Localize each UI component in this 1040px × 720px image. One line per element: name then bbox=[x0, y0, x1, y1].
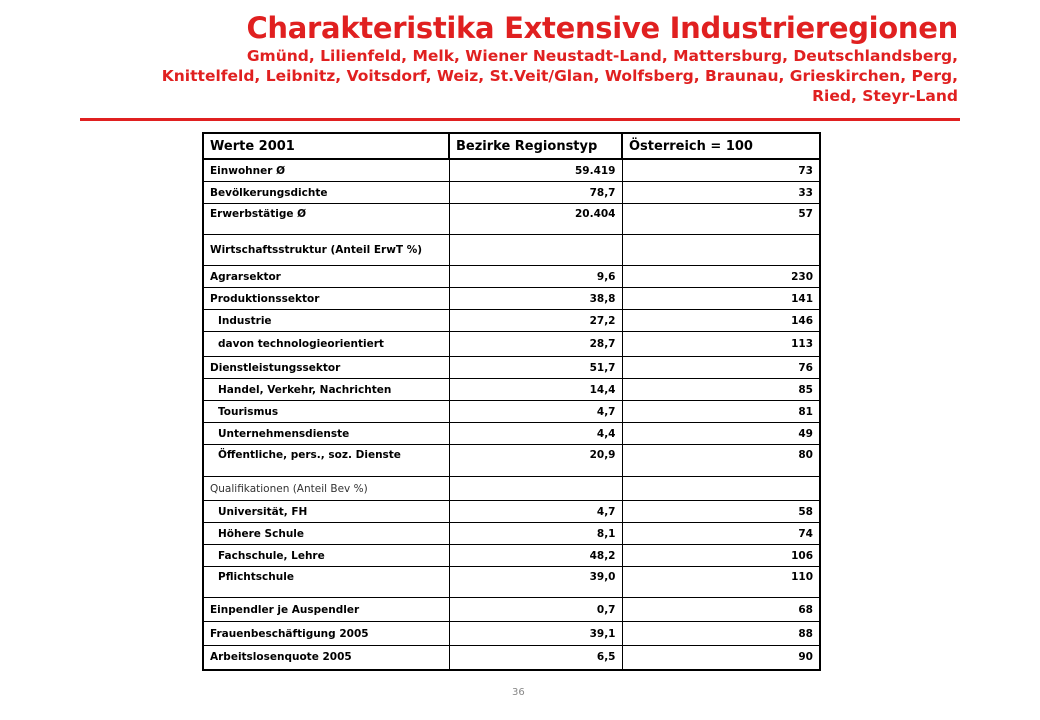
cell-value: 48,2 bbox=[449, 545, 622, 567]
row-label: Einpendler je Auspendler bbox=[203, 598, 449, 622]
row-label: Industrie bbox=[203, 310, 449, 332]
cell-value: 8,1 bbox=[449, 523, 622, 545]
table-row bbox=[203, 288, 820, 310]
table-row bbox=[203, 523, 820, 545]
cell-index: 76 bbox=[622, 357, 820, 379]
column-header: Werte 2001 bbox=[203, 133, 449, 159]
cell-index: 106 bbox=[622, 545, 820, 567]
page-title: Charakteristika Extensive Industrieregionen bbox=[246, 11, 958, 45]
cell-value: 9,6 bbox=[449, 266, 622, 288]
table-row bbox=[203, 423, 820, 445]
cell-value: 4,7 bbox=[449, 501, 622, 523]
row-label: Tourismus bbox=[203, 401, 449, 423]
cell-index bbox=[622, 477, 820, 501]
table-header-row bbox=[203, 133, 820, 159]
table-row bbox=[203, 646, 820, 670]
title-block bbox=[78, 11, 958, 106]
table-row bbox=[203, 622, 820, 646]
row-label: Unternehmensdienste bbox=[203, 423, 449, 445]
cell-value: 28,7 bbox=[449, 332, 622, 357]
cell-value: 27,2 bbox=[449, 310, 622, 332]
section-label: Qualifikationen (Anteil Bev %) bbox=[203, 477, 449, 501]
table-section-row bbox=[203, 477, 820, 501]
row-label: Bevölkerungsdichte bbox=[203, 182, 449, 204]
cell-index: 73 bbox=[622, 159, 820, 182]
table-row bbox=[203, 567, 820, 598]
cell-value: 38,8 bbox=[449, 288, 622, 310]
cell-value: 0,7 bbox=[449, 598, 622, 622]
cell-index: 230 bbox=[622, 266, 820, 288]
subtitle-line: Ried, Steyr-Land bbox=[812, 87, 958, 105]
cell-index: 74 bbox=[622, 523, 820, 545]
table-row bbox=[203, 159, 820, 182]
table-row bbox=[203, 204, 820, 235]
table-row bbox=[203, 266, 820, 288]
cell-value: 4,7 bbox=[449, 401, 622, 423]
table-row bbox=[203, 598, 820, 622]
row-label: Höhere Schule bbox=[203, 523, 449, 545]
row-label: Frauenbeschäftigung 2005 bbox=[203, 622, 449, 646]
cell-value: 51,7 bbox=[449, 357, 622, 379]
row-label: Arbeitslosenquote 2005 bbox=[203, 646, 449, 670]
cell-index: 58 bbox=[622, 501, 820, 523]
table-row bbox=[203, 310, 820, 332]
title-divider bbox=[80, 118, 960, 121]
row-label: Erwerbstätige Ø bbox=[203, 204, 449, 235]
row-label: Handel, Verkehr, Nachrichten bbox=[203, 379, 449, 401]
table-row bbox=[203, 401, 820, 423]
cell-value: 39,0 bbox=[449, 567, 622, 598]
table-row bbox=[203, 501, 820, 523]
table-row bbox=[203, 182, 820, 204]
cell-index: 33 bbox=[622, 182, 820, 204]
cell-value: 6,5 bbox=[449, 646, 622, 670]
cell-index: 90 bbox=[622, 646, 820, 670]
data-table bbox=[202, 132, 821, 671]
subtitle-line: Knittelfeld, Leibnitz, Voitsdorf, Weiz, St.Veit/Glan, Wolfsberg, Braunau, Grieskirchen, Perg, bbox=[161, 67, 958, 85]
row-label: Produktionssektor bbox=[203, 288, 449, 310]
cell-index: 113 bbox=[622, 332, 820, 357]
table-row bbox=[203, 545, 820, 567]
cell-index: 68 bbox=[622, 598, 820, 622]
cell-value: 39,1 bbox=[449, 622, 622, 646]
cell-index: 81 bbox=[622, 401, 820, 423]
table-row bbox=[203, 357, 820, 379]
table-row bbox=[203, 332, 820, 357]
cell-index: 88 bbox=[622, 622, 820, 646]
cell-value: 78,7 bbox=[449, 182, 622, 204]
row-label: Fachschule, Lehre bbox=[203, 545, 449, 567]
cell-index bbox=[622, 235, 820, 266]
page-subtitle bbox=[78, 46, 958, 106]
cell-value: 14,4 bbox=[449, 379, 622, 401]
cell-index: 57 bbox=[622, 204, 820, 235]
table-section-row bbox=[203, 235, 820, 266]
section-label: Wirtschaftsstruktur (Anteil ErwT %) bbox=[203, 235, 449, 266]
row-label: davon technologieorientiert bbox=[203, 332, 449, 357]
cell-value: 20,9 bbox=[449, 445, 622, 477]
cell-value: 59.419 bbox=[449, 159, 622, 182]
subtitle-line: Gmünd, Lilienfeld, Melk, Wiener Neustadt-Land, Mattersburg, Deutschlandsberg, bbox=[246, 47, 958, 65]
row-label: Öffentliche, pers., soz. Dienste bbox=[203, 445, 449, 477]
cell-index: 49 bbox=[622, 423, 820, 445]
cell-index: 146 bbox=[622, 310, 820, 332]
cell-value bbox=[449, 235, 622, 266]
cell-index: 85 bbox=[622, 379, 820, 401]
row-label: Universität, FH bbox=[203, 501, 449, 523]
column-header: Österreich = 100 bbox=[622, 133, 820, 159]
cell-index: 80 bbox=[622, 445, 820, 477]
row-label: Agrarsektor bbox=[203, 266, 449, 288]
page-number: 36 bbox=[512, 687, 525, 698]
cell-value: 20.404 bbox=[449, 204, 622, 235]
cell-index: 141 bbox=[622, 288, 820, 310]
row-label: Einwohner Ø bbox=[203, 159, 449, 182]
table-row bbox=[203, 445, 820, 477]
row-label: Dienstleistungssektor bbox=[203, 357, 449, 379]
cell-index: 110 bbox=[622, 567, 820, 598]
column-header: Bezirke Regionstyp bbox=[449, 133, 622, 159]
row-label: Pflichtschule bbox=[203, 567, 449, 598]
table-row bbox=[203, 379, 820, 401]
cell-value bbox=[449, 477, 622, 501]
cell-value: 4,4 bbox=[449, 423, 622, 445]
